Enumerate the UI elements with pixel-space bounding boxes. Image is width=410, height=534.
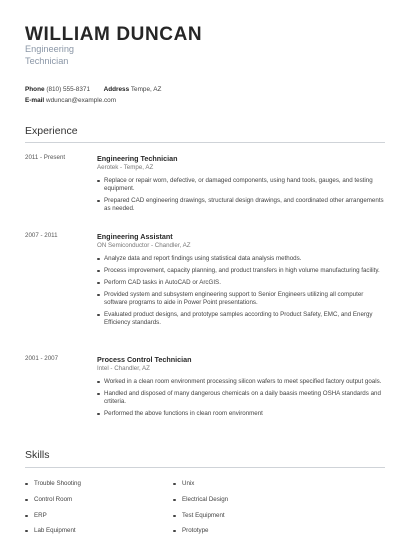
phone-value: (810) 555-8371 <box>46 86 91 93</box>
job-dates: 2011 - Present <box>25 154 66 161</box>
address-label: Address <box>103 86 130 93</box>
skill-item: Control Room <box>34 496 73 503</box>
skill-item: Unix <box>182 480 195 487</box>
phone-label: Phone <box>25 86 45 93</box>
skill-item: Test Equipment <box>182 512 225 519</box>
job-company: Intel - Chandler, AZ <box>97 365 150 372</box>
experience-divider <box>25 142 385 143</box>
candidate-name: WILLIAM DUNCAN <box>25 24 203 45</box>
job-title-line-2: Technician <box>25 56 69 66</box>
job-bullet: Prepared CAD engineering drawings, structural design drawings, and coordinated other arrangements as needed. <box>97 197 385 213</box>
experience-heading: Experience <box>25 125 78 137</box>
job-title: Engineering Technician <box>97 154 178 163</box>
job-bullet: Replace or repair worn, defective, or damaged components, using hand tools, gauges, and testing equipment. <box>97 177 385 193</box>
job-title-line-1: Engineering <box>25 44 75 54</box>
skills-divider <box>25 467 385 468</box>
job-bullet: Provided system and subsystem engineering support to Senior Engineers utilizing all computer software programs to aide in Power Point presentations. <box>97 291 385 307</box>
skill-item: Trouble Shooting <box>34 480 81 487</box>
job-bullet: Evaluated product designs, and prototype samples according to Product Safety, EMC, and Energy Efficiency standards. <box>97 311 385 327</box>
job-bullet: Performed the above functions in clean room environment <box>97 410 385 418</box>
skill-item: Lab Equipment <box>34 527 76 534</box>
job-dates: 2001 - 2007 <box>25 355 59 362</box>
email-label: E-mail <box>25 97 45 104</box>
job-bullet: Process improvement, capacity planning, and product transfers in high volume manufacturing facility. <box>97 267 385 275</box>
job-company: Aerotek - Tempe, AZ <box>97 164 154 171</box>
job-dates: 2007 - 2011 <box>25 232 58 239</box>
skill-item: Prototype <box>182 527 209 534</box>
job-title: Process Control Technician <box>97 355 192 364</box>
skill-item: ERP <box>34 512 47 519</box>
job-bullet: Perform CAD tasks in AutoCAD or ArcGIS. <box>97 279 385 287</box>
skill-item: Electrical Design <box>182 496 229 503</box>
job-bullet: Worked in a clean room environment processing silicon wafers to meet specified factory output goals. <box>97 378 385 386</box>
contact-row-1 <box>25 86 161 93</box>
job-bullet: Handled and disposed of many dangerous chemicals on a daily baasis meeting OSHA standards and crtiteria. <box>97 390 385 406</box>
job-company: ON Semiconductor - Chandler, AZ <box>97 242 191 249</box>
job-title: Engineering Assistant <box>97 232 173 241</box>
skills-heading: Skills <box>25 449 50 461</box>
job-bullet: Analyze data and report findings using statistical data analysis methods. <box>97 255 385 263</box>
address-value: Tempe, AZ <box>130 86 162 93</box>
contact-row-2 <box>25 97 116 104</box>
email-value[interactable]: wduncan@example.com <box>45 97 117 104</box>
